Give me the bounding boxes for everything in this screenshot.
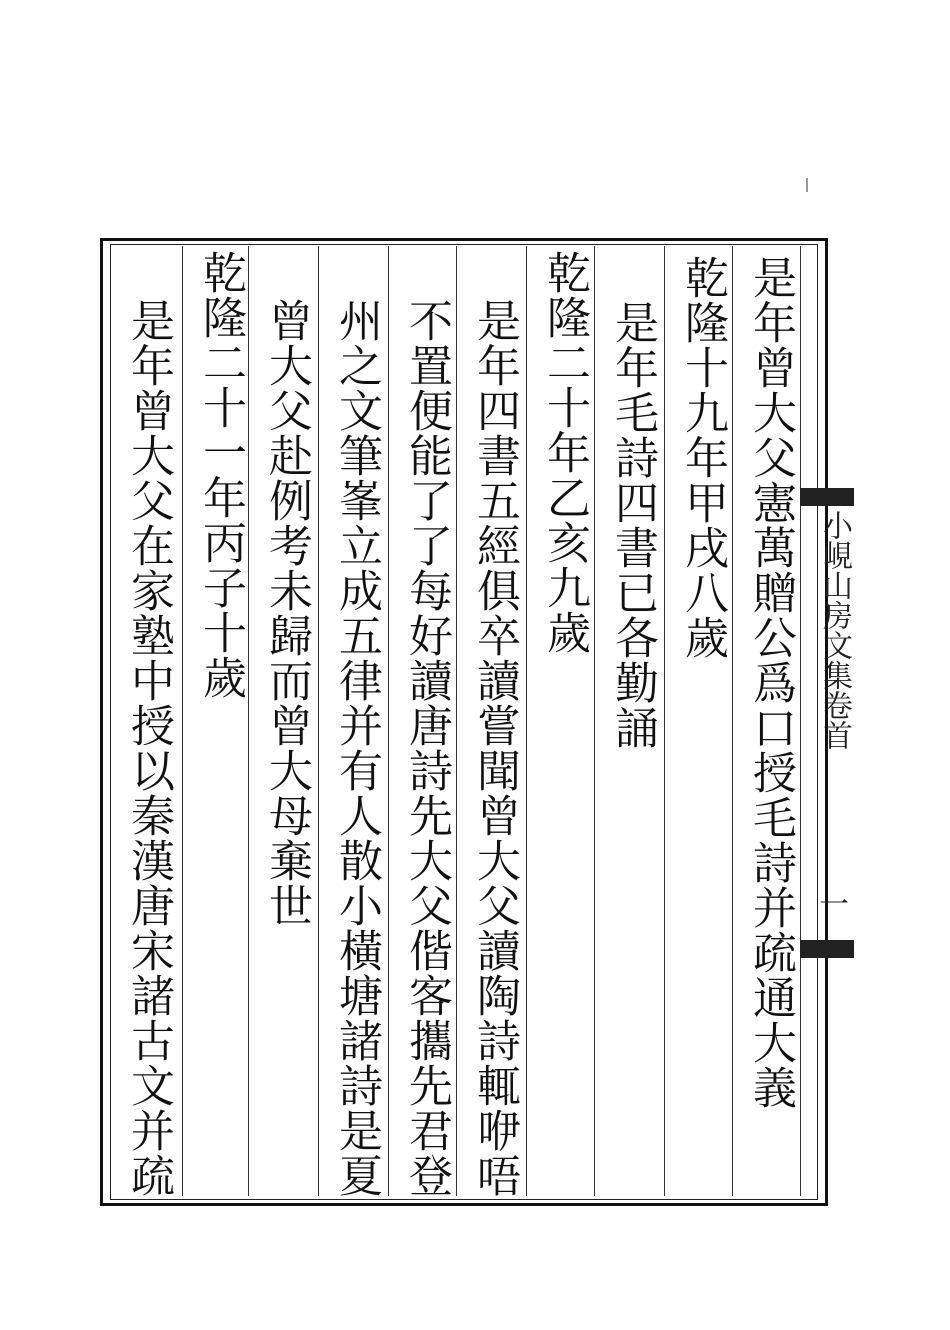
column-rule [664,246,665,1196]
date-column-9: 乾隆二十一年丙子十歲 [195,250,246,700]
text-column-3: 是年毛詩四書已各勤誦 [607,300,658,750]
column-rule [732,246,733,1196]
date-column-4: 乾隆二十年乙亥九歲 [539,250,590,655]
column-rule [388,246,389,1196]
text-column-10: 是年曾大父在家塾中授以秦漢唐宋諸古文并疏 [123,298,174,1198]
text-column-7: 州之文筆峯立成五律并有人散小橫塘諸詩是夏 [331,298,382,1198]
text-column-1: 是年曾大父憲萬贈公爲口授毛詩并疏通大義 [745,255,796,1110]
banner-page-number: 一 [813,888,848,918]
column-rule [456,246,457,1196]
fish-tail-mark-bottom [800,940,854,958]
date-column-2: 乾隆十九年甲戌八歲 [677,255,728,660]
text-column-8: 曾大父赴例考未歸而曾大母棄世 [261,298,312,928]
column-rule [182,246,183,1196]
column-rule [526,246,527,1196]
column-rule [248,246,249,1196]
fish-tail-mark-top [800,488,854,506]
banner-title: 小峴山房文集卷首 [817,510,852,750]
text-column-5: 是年四書五經俱卒讀嘗聞曾大父讀陶詩輒咿唔 [469,298,520,1198]
column-rule [800,246,801,1196]
column-rule [594,246,595,1196]
paper-speck [806,178,808,192]
column-rule [318,246,319,1196]
text-column-6: 不置便能了了每好讀唐詩先大父偕客攜先君登 [401,298,452,1198]
